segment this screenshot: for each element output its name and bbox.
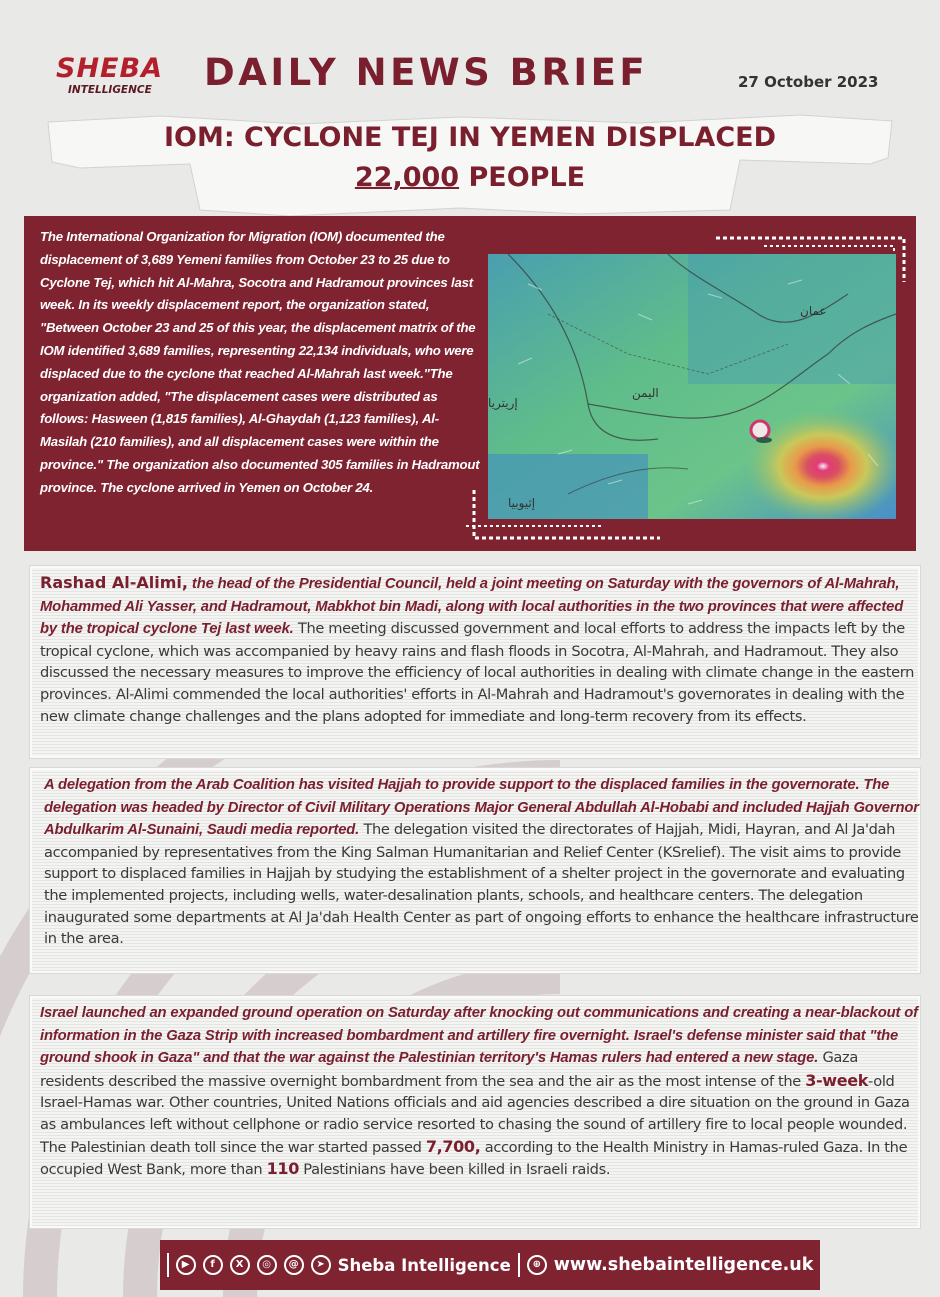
footer-divider: [167, 1253, 169, 1277]
footer-brand: Sheba Intelligence: [337, 1255, 511, 1275]
article-body-4: Palestinians have been killed in Israeli raids.: [298, 1161, 611, 1179]
map-label-eritrea: إريتريا: [488, 396, 518, 410]
facebook-icon[interactable]: f: [203, 1255, 223, 1275]
article-lead: the head of the Presidential Council, held a joint meeting on Saturday with the governors of Al-Mahrah, Mohammed Ali Yasser, and Hadramout, Mabkhot bin Madi, along with local authorities in the two provinces that were affected by the tropical cyclone Tej last week.: [40, 576, 904, 638]
article-arab-coalition-hajjah: [30, 768, 920, 973]
map-label-ethiopia: إثيوبيا: [508, 496, 536, 510]
article-presidential-council: [30, 566, 920, 758]
footer-divider: [518, 1253, 520, 1277]
article-body-2: -old Israel-Hamas war. Other countries, United Nations officials and aid agencies described a dire situation on the ground in Gaza as ambulances left without cellphone or radio service resorted to chasing the sound of artillery fire to local people wounded. The Palestinian death toll since the war started passed: [40, 1072, 910, 1156]
globe-icon: ⊕: [527, 1255, 547, 1275]
highlight-duration: 3-week: [805, 1070, 869, 1090]
sheba-logo: [56, 54, 190, 100]
page-title: DAILY NEWS BRIEF: [204, 51, 649, 94]
article-body: The delegation visited the directorates of Hajjah, Midi, Hayran, and Al Ja'dah accompanied by representatives from the King Salman Humanitarian and Relief Center (KSrelief). The visit aims to provide support to displaced families in Hajjah by studying the establishment of a shelter project in the governorate and evaluating the implemented projects, including wells, water-desalination plants, schools, and healthcare centers. The delegation inaugurated some departments at Al Ja'dah Health Center as part of ongoing efforts to enhance the healthcare infrastructure in the area.: [44, 821, 919, 948]
instagram-icon[interactable]: ◎: [257, 1255, 277, 1275]
headline-line2-rest: PEOPLE: [459, 162, 586, 193]
threads-icon[interactable]: @: [284, 1255, 304, 1275]
map-label-oman: عمان: [800, 304, 827, 318]
article-body-3: according to the Health Ministry in Hamas-ruled Gaza. In the occupied West Bank, more than: [40, 1138, 908, 1179]
x-icon[interactable]: X: [230, 1255, 250, 1275]
article-text: [40, 572, 920, 727]
footer-bar: [160, 1240, 820, 1290]
issue-date: 27 October 2023: [738, 73, 879, 91]
article-body-1: Gaza residents described the massive overnight bombardment from the sea and the air as the most intense of the: [40, 1049, 858, 1090]
article-text: [40, 1002, 920, 1181]
headline-line1: IOM: CYCLONE TEJ IN YEMEN DISPLACED: [163, 122, 777, 153]
article-lead-name: Rashad Al-Alimi,: [40, 573, 188, 592]
article-body: The meeting discussed government and local efforts to address the impacts left by the tropical cyclone, which was accompanied by heavy rains and flash floods in Socotra, Al-Mahrah, and Hadramout. They also discussed the necessary measures to improve the efficiency of local authorities in dealing with climate change in the eastern provinces. Al-Alimi commended the local authorities' efforts in Al-Mahrah and Hadramout's governorates in dealing with the new climate change challenges and the plans adopted for immediate and long-term recovery from its effects.: [40, 620, 915, 725]
headline-line2: [50, 158, 890, 198]
highlight-west-bank-count: 110: [266, 1159, 299, 1179]
logo-subtitle: INTELLIGENCE: [68, 84, 152, 96]
logo-wordmark: SHEBA: [56, 53, 163, 84]
telegram-icon[interactable]: ➤: [311, 1255, 331, 1275]
article-gaza-operation: [30, 996, 920, 1228]
youtube-icon[interactable]: ▶: [176, 1255, 196, 1275]
article-lead: A delegation from the Arab Coalition has visited Hajjah to provide support to the displaced families in the governorate. The delegation was headed by Director of Civil Military Operations Major General Abdullah Al-Hobabi and included Hajjah Governor Abdulkarim Al-Sunaini, Saudi media reported.: [44, 777, 919, 839]
map-label-yemen: اليمن: [632, 386, 659, 400]
headline-number: 22,000: [354, 162, 460, 193]
article-text: [44, 774, 920, 950]
headline: [50, 118, 890, 198]
highlight-death-toll: 7,700,: [425, 1136, 481, 1156]
lead-story-text: The International Organization for Migration (IOM) documented the displacement of 3,689 Yemeni families from October 23 to 25 due to Cyclone Tej, which hit Al-Mahra, Socotra and Hadramout provinces last week. In its weekly displacement report, the organization stated, "Between October 23 and 25 of this year, the displacement matrix of the IOM identified 3,689 families, representing 22,134 individuals, who were displaced due to the cyclone that reached Al-Mahrah last week."The organization added, "The displacement cases were distributed as follows: Hasween (1,815 families), Al-Ghaydah (1,123 families), Al-Masilah (210 families), and all displacement cases were within the province." The organization also documented 305 families in Hadramout province. The cyclone arrived in Yemen on October 24.: [40, 229, 480, 495]
website-link[interactable]: www.shebaintelligence.uk: [553, 1255, 814, 1275]
lead-story-box: [24, 216, 916, 551]
weather-map-image: [488, 254, 896, 519]
article-lead: Israel launched an expanded ground operation on Saturday after knocking out communications and creating a near-blackout of information in the Gaza Strip with increased bombardment and artillery fire overnight. Israel's defense minister said that "the ground shook in Gaza" and that the war against the Palestinian territory's Hamas rulers had entered a new stage.: [40, 1005, 918, 1067]
cyclone-map: [488, 254, 896, 519]
